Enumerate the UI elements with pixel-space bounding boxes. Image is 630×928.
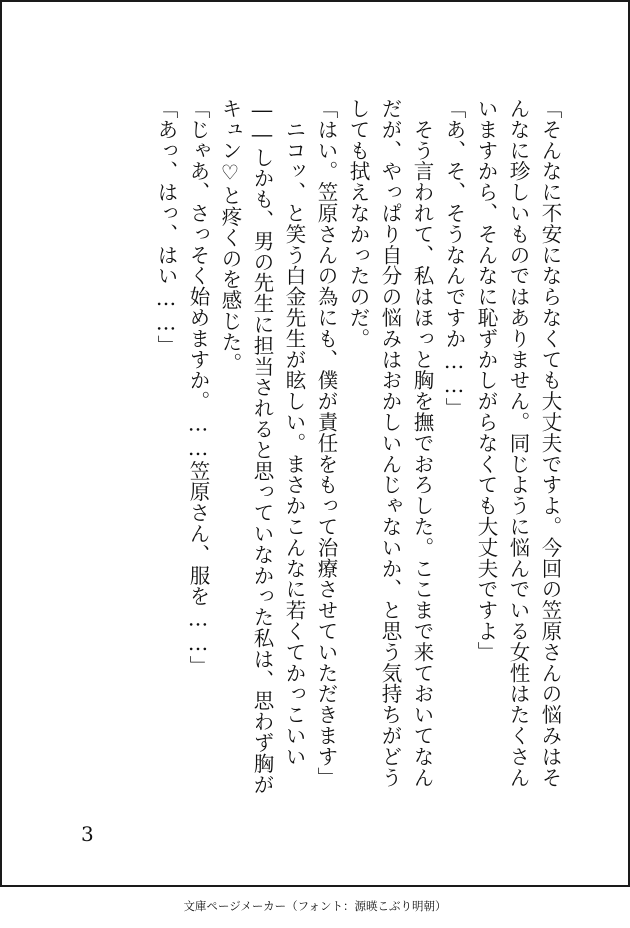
body-text-line: しても拭えなかったのだ。 xyxy=(346,98,370,349)
page-number: 3 xyxy=(81,822,94,846)
body-text-line: だが、やっぱり自分の悩みはおかしいんじゃないか、と思う気持ちがどう xyxy=(378,98,402,788)
body-text-line: そう言われて、私はほっと胸を撫でおろした。ここまで来ておいてなん xyxy=(410,98,434,788)
body-text-line: 「あっ、はっ、はい……」 xyxy=(154,98,178,356)
body-text-line: ニコッ、と笑う白金先生が眩しい。まさかこんなに若くてかっこいい xyxy=(282,98,306,767)
body-text-line: 「あ、そ、そうなんですか……」 xyxy=(442,98,466,419)
body-text-line: 「そんなに不安にならなくても大丈夫ですよ。今回の笠原さんの悩みはそ xyxy=(538,98,562,788)
body-text-line: いますから、そんなに恥ずかしがらなくても大丈夫ですよ」 xyxy=(474,98,498,663)
body-text-line: ――しかも、男の先生に担当されると思っていなかった私は、思わず胸が xyxy=(250,98,274,795)
body-text-line: んなに珍しいものではありません。同じように悩んでいる女性はたくさん xyxy=(506,98,530,788)
body-text-line: 「はい。笠原さんの為にも、僕が責任をもって治療させていただきます」 xyxy=(314,98,338,788)
footer-credit: 文庫ページメーカー（フォント：源暎こぶり明朝） xyxy=(183,899,447,913)
body-text-line: 「じゃあ、さっそく始めますか。……笠原さん、服を……」 xyxy=(186,98,210,677)
body-text-line: キュン♡と疼くのを感じた。 xyxy=(218,98,242,374)
